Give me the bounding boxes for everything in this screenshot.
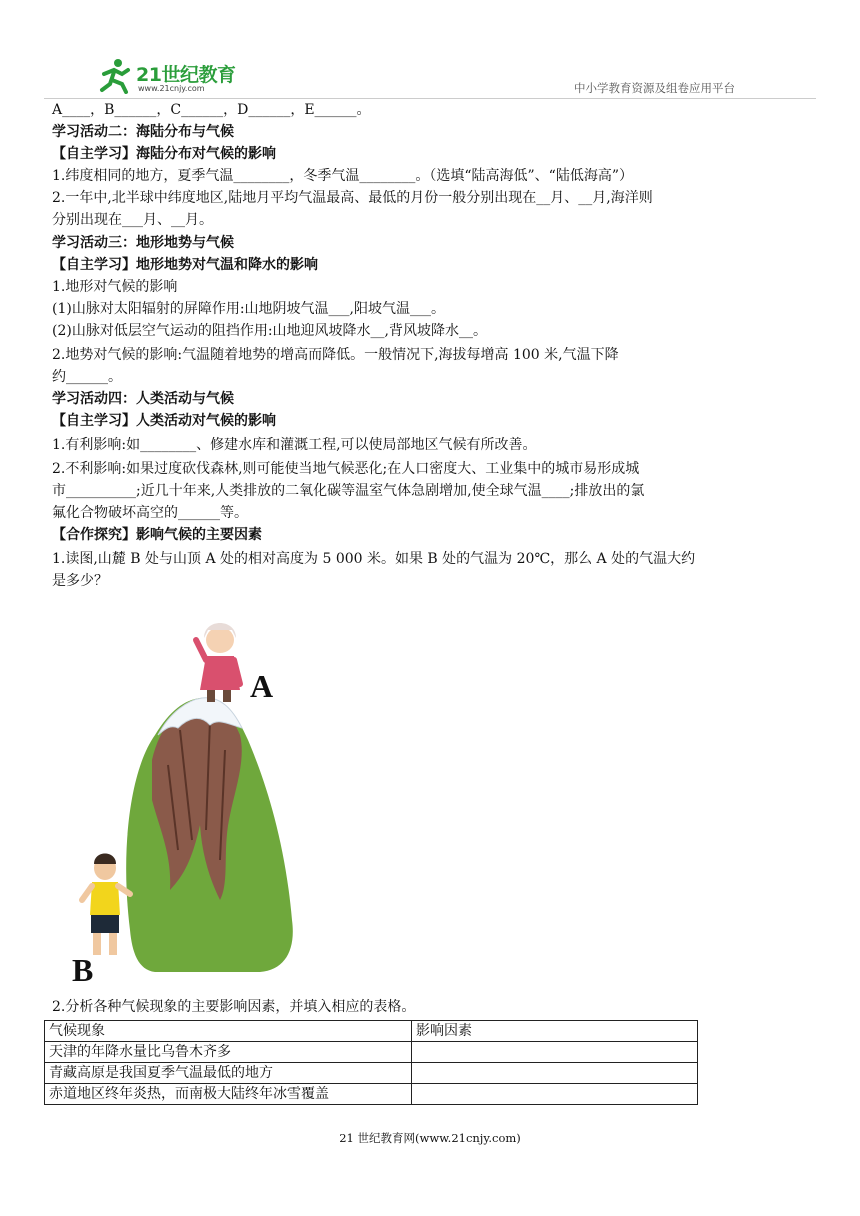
table-row <box>45 1042 698 1063</box>
question-2: 2.分析各种气候现象的主要影响因素，并填入相应的表格。 <box>52 999 416 1015</box>
site-logo <box>96 58 266 98</box>
label-a: A <box>250 668 274 704</box>
question-line: 1.地形对气候的影响 <box>52 279 178 295</box>
table-cell-factor[interactable] <box>412 1084 698 1105</box>
section-heading-4: 学习活动四：人类活动与气候 <box>52 391 234 407</box>
table-row <box>45 1063 698 1084</box>
question-line: (2)山脉对低层空气运动的阻挡作用:山地迎风坡降水__,背风坡降水__。 <box>52 323 487 339</box>
boy-figure <box>82 854 130 956</box>
table-cell-phenomenon: 青藏高原是我国夏季气温最低的地方 <box>45 1063 412 1084</box>
table-cell-phenomenon: 天津的年降水量比乌鲁木齐多 <box>45 1042 412 1063</box>
fill-blanks-a-e: A____，B______，C______，D______，E______。 <box>52 102 371 118</box>
question-line: (1)山脉对太阳辐射的屏障作用:山地阴坡气温___,阳坡气温___。 <box>52 301 445 317</box>
table-header-cell: 气候现象 <box>45 1021 412 1042</box>
table-header-row <box>45 1021 698 1042</box>
question-line: 分别出现在___月、__月。 <box>52 212 213 228</box>
question-line: 1.纬度相同的地方，夏季气温________，冬季气温________。（选填“陆高海低”、“陆低海高”） <box>52 168 633 184</box>
self-study-heading-4: 【自主学习】人类活动对气候的影响 <box>52 413 276 429</box>
mountain-illustration <box>60 600 320 995</box>
header-divider <box>44 98 816 99</box>
question-line: 2.地势对气候的影响:气温随着地势的增高而降低。一般情况下,海拔每增高 100 米,气温下降 <box>52 347 619 363</box>
question-line: 是多少？ <box>52 573 108 589</box>
question-line: 2.不利影响:如果过度砍伐森林,则可能使当地气候恶化;在人口密度大、工业集中的城市易形成城 <box>52 461 640 477</box>
climate-factors-table <box>44 1020 698 1105</box>
self-study-heading-3: 【自主学习】地形地势对气温和降水的影响 <box>52 257 318 273</box>
table-cell-factor[interactable] <box>412 1063 698 1084</box>
self-study-heading-2: 【自主学习】海陆分布对气候的影响 <box>52 146 276 162</box>
section-heading-3: 学习活动三：地形地势与气候 <box>52 235 234 251</box>
table-cell-phenomenon: 赤道地区终年炎热，而南极大陆终年冰雪覆盖 <box>45 1084 412 1105</box>
cooperative-heading: 【合作探究】影响气候的主要因素 <box>52 527 262 543</box>
section-heading-2: 学习活动二：海陆分布与气候 <box>52 124 234 140</box>
header-platform-text: 中小学教育资源及组卷应用平台 <box>574 81 735 95</box>
question-line: 1.有利影响:如________、修建水库和灌溉工程,可以使局部地区气候有所改善。 <box>52 437 537 453</box>
girl-figure <box>196 623 240 702</box>
runner-logo-icon <box>96 58 136 94</box>
table-header-cell: 影响因素 <box>412 1021 698 1042</box>
question-line: 市__________;近几十年来,人类排放的二氧化碳等温室气体急剧增加,使全球气温____;排放出的氯 <box>52 483 645 499</box>
question-line: 2.一年中,北半球中纬度地区,陆地月平均气温最高、最低的月份一般分别出现在__月、__月,海洋则 <box>52 190 653 206</box>
logo-url: www.21cnjy.com <box>138 84 205 93</box>
logo-text: 21世纪教育 <box>136 64 236 86</box>
question-line: 1.读图,山麓 B 处与山顶 A 处的相对高度为 5 000 米。如果 B 处的气温为 20℃，那么 A 处的气温大约 <box>52 551 696 567</box>
table-row <box>45 1084 698 1105</box>
table-cell-factor[interactable] <box>412 1042 698 1063</box>
question-line: 约______。 <box>52 369 122 385</box>
label-b: B <box>72 952 94 988</box>
question-line: 氟化合物破坏高空的______等。 <box>52 505 248 521</box>
page-footer: 21 世纪教育网(www.21cnjy.com) <box>339 1131 521 1145</box>
